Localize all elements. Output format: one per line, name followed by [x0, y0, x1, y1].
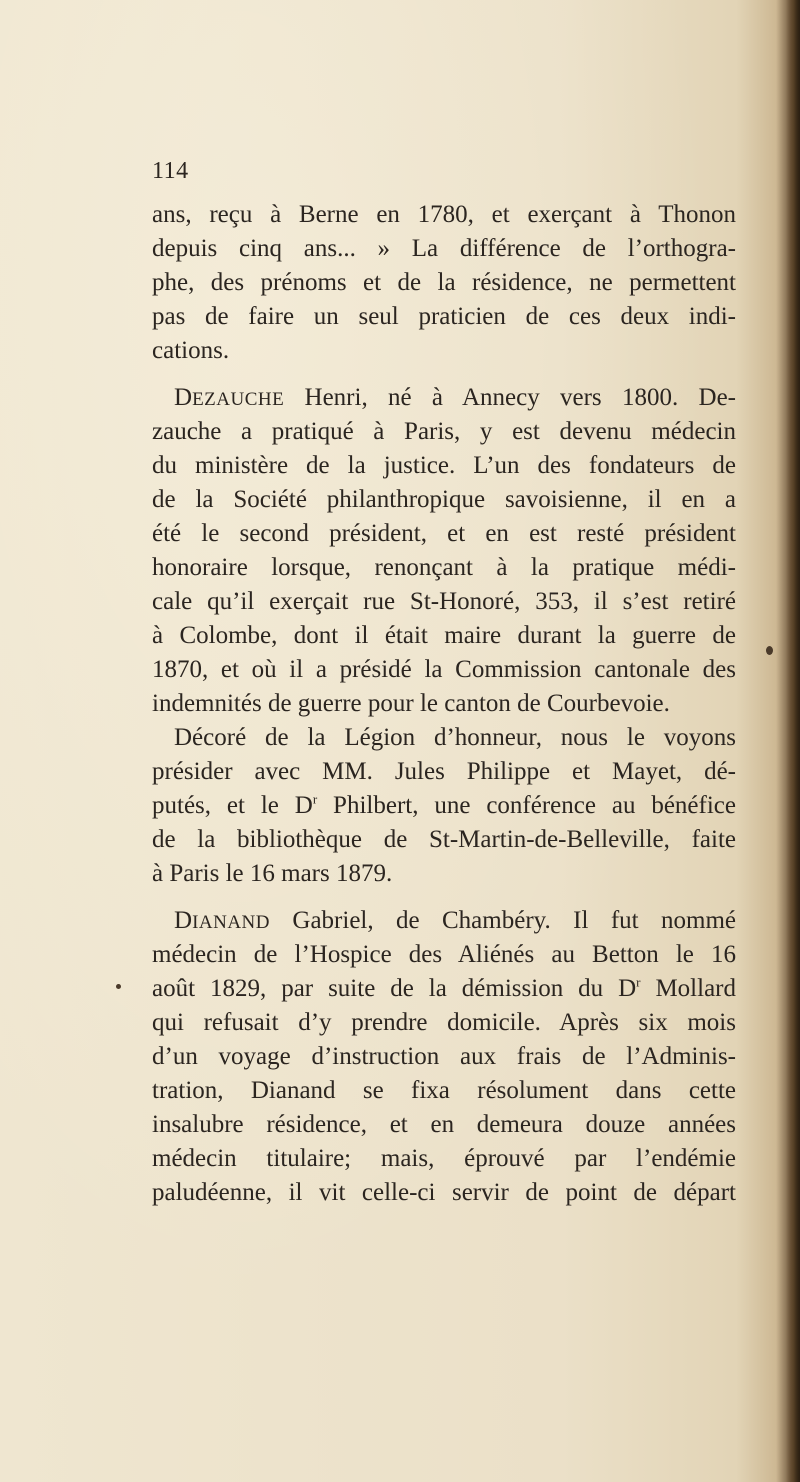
text-line: paludéenne, il vit celle-ci servir de point de départ [152, 1179, 736, 1206]
page-number: 114 [152, 158, 189, 184]
ink-speck [116, 984, 121, 989]
page-edge-shadow [786, 0, 800, 1482]
text-line: à Paris le 16 mars 1879. [152, 860, 393, 887]
text-line: août 1829, par suite de la démission du $D^r$ Mollard [152, 974, 736, 1002]
text-line: qui refusait d’y prendre domicile. Après six mois [152, 1009, 736, 1036]
text-line: du ministère de la justice. L’un des fondateurs de [152, 452, 736, 479]
text-line: d’un voyage d’instruction aux frais de l’Adminis- [152, 1043, 736, 1070]
text-line: ans, reçu à Berne en 1780, et exerçant à Thonon [152, 201, 736, 228]
text-line: pas de faire un seul praticien de ces deux indi- [152, 303, 736, 330]
text-line: putés, et le $D^r$ Philbert, une conférence au bénéfice [152, 791, 736, 819]
entry-surname: DEZAUCHE [174, 384, 285, 411]
body-text [152, 198, 736, 1210]
ink-speck [766, 646, 773, 655]
entry-surname: DIANAND [174, 907, 270, 934]
text-line: zauche a pratiqué à Paris, y est devenu médecin [152, 418, 736, 445]
text-line: présider avec MM. Jules Philippe et Mayet, dé- [152, 758, 736, 785]
text-line: médecin titulaire; mais, éprouvé par l’endémie [152, 1145, 736, 1172]
text-line: Décoré de la Légion d’honneur, nous le voyons [174, 724, 736, 751]
text-line: cations. [152, 337, 230, 364]
entry-heading-line: DEZAUCHE Henri, né à Annecy vers 1800. De- [174, 384, 736, 411]
text-line: 1870, et où il a présidé la Commission cantonale des [152, 656, 736, 683]
text-line: à Colombe, dont il était maire durant la guerre de [152, 622, 736, 649]
text-line: tration, Dianand se fixa résolument dans cette [152, 1077, 736, 1104]
text-line: médecin de l’Hospice des Aliénés au Betton le 16 [152, 941, 736, 968]
entry-heading-line: DIANAND Gabriel, de Chambéry. Il fut nommé [174, 907, 736, 934]
text-line: de la Société philanthropique savoisienne, il en a [152, 486, 736, 513]
text-line: honoraire lorsque, renonçant à la pratique médi- [152, 554, 736, 581]
text-line: depuis cinq ans... » La différence de l’orthogra- [152, 235, 736, 262]
text-line: de la bibliothèque de St-Martin-de-Belleville, faite [152, 826, 736, 853]
text-line: indemnités de guerre pour le canton de Courbevoie. [152, 690, 670, 717]
text-line: cale qu’il exerçait rue St-Honoré, 353, il s’est retiré [152, 588, 736, 615]
text-line: phe, des prénoms et de la résidence, ne permettent [152, 269, 736, 296]
text-line: insalubre résidence, et en demeura douze années [152, 1111, 736, 1138]
text-line: été le second président, et en est resté président [152, 520, 736, 547]
